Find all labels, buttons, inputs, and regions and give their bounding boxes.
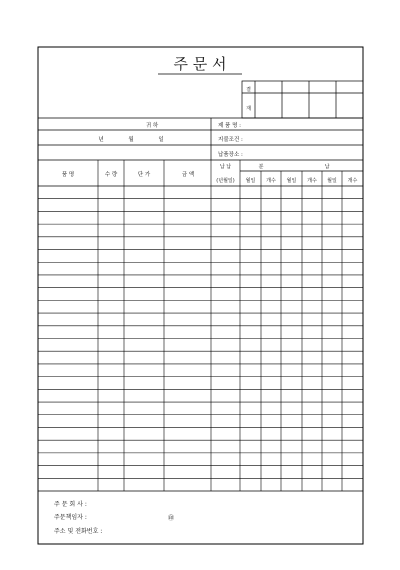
col-delivery-sub: (년월일)	[216, 178, 235, 184]
sub-header-cell: 월일	[245, 178, 256, 184]
delivery-place-label: 납품장소 :	[218, 152, 243, 158]
sub-header-cell: 월일	[327, 178, 337, 184]
product-name-label: 제 품 명 :	[218, 123, 242, 129]
approval-label-top: 결	[246, 87, 251, 93]
person-in-charge-label: 주문책임자 :	[54, 514, 87, 521]
payment-terms-label: 지불조건 :	[218, 137, 243, 143]
approval-box	[242, 81, 363, 118]
form-border	[38, 47, 363, 544]
date-month: 월	[128, 137, 134, 143]
sub-header-cell: 개수	[266, 178, 276, 184]
col-amount-header: 금 액	[181, 172, 195, 178]
address-phone-label: 주소 및 전화번호 :	[54, 528, 103, 535]
form-title: 주 문 서	[173, 55, 227, 73]
sub-header-cell: 개수	[347, 178, 358, 184]
col-unit-price-header: 단 가	[137, 172, 151, 178]
col-qty-header: 수 량	[104, 172, 118, 178]
col-group-b: 납	[324, 164, 330, 170]
recipient-suffix: 귀 하	[145, 123, 159, 129]
orderer-label: 주 문 회 사 :	[54, 501, 87, 508]
seal-mark: ㊞	[167, 515, 175, 522]
sub-header-cell: 개수	[307, 178, 317, 184]
sub-header-row	[246, 177, 358, 184]
table-grid	[38, 160, 363, 491]
col-item-header: 품 명	[61, 172, 75, 178]
date-day: 일	[158, 137, 164, 143]
date-year: 년	[98, 137, 104, 143]
col-delivery-header: 납 납	[219, 164, 232, 170]
col-group-a: 분	[258, 164, 264, 170]
approval-label-bottom: 재	[246, 106, 251, 112]
info-block-lines	[38, 118, 363, 160]
sub-header-cell: 월일	[286, 178, 297, 184]
